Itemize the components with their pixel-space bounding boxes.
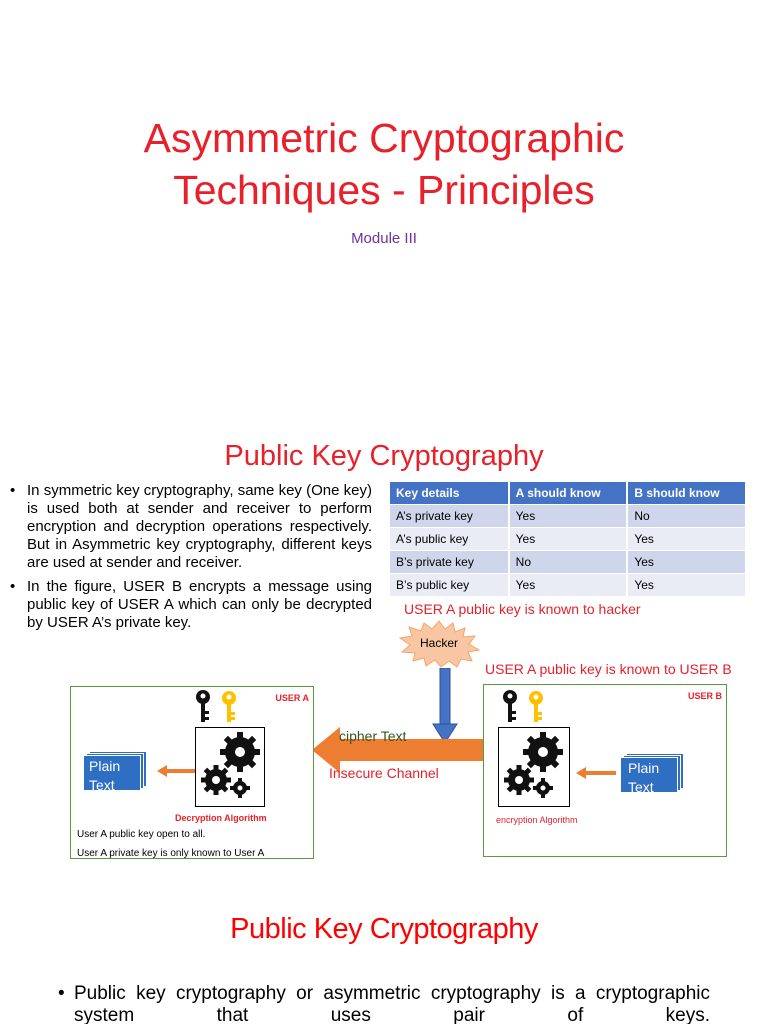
encryption-algorithm-label: encryption Algorithm xyxy=(496,815,578,825)
table-row xyxy=(390,550,746,573)
key-pair-icon xyxy=(191,689,243,725)
gears-icon xyxy=(499,728,569,806)
slide-title-line1: Asymmetric Cryptographic xyxy=(143,115,625,161)
plaintext-line1: Plain xyxy=(89,758,121,774)
plaintext-stack-a xyxy=(83,751,145,791)
slide-title xyxy=(0,112,768,216)
userb-note: USER A public key is known to USER B xyxy=(485,661,732,677)
bullet-text: In the figure, USER B encrypts a message using public key of USER A which can only be decrypted by USER A’s private key. xyxy=(27,578,372,631)
table-row xyxy=(390,573,746,596)
bullet-list xyxy=(58,983,710,1024)
plaintext-line2: Text xyxy=(628,779,654,795)
public-key-definition-slide xyxy=(0,875,768,1024)
table-header-cell: Key details xyxy=(390,482,509,504)
bullet-list xyxy=(10,482,372,638)
bullet-dot: • xyxy=(10,578,16,595)
public-key-icon xyxy=(529,691,543,722)
plaintext-line2: Text xyxy=(89,777,115,793)
public-key-slide xyxy=(0,420,768,875)
slide-subtitle: Module III xyxy=(351,230,417,247)
table-row xyxy=(390,527,746,550)
table-header-cell: B should know xyxy=(627,482,746,504)
insecure-channel-label: Insecure Channel xyxy=(329,765,439,781)
gears-icon xyxy=(196,728,264,806)
bullet-dot: • xyxy=(10,482,16,499)
table-row xyxy=(390,504,746,527)
hacker-label: Hacker xyxy=(419,636,459,650)
title-slide xyxy=(0,0,768,420)
gears-frame xyxy=(195,727,265,807)
bullet-item xyxy=(58,983,710,1024)
table-cell: Yes xyxy=(509,573,628,596)
cipher-text-label: cipher Text xyxy=(339,728,407,744)
table-cell: B’s public key xyxy=(390,573,509,596)
public-key-icon xyxy=(222,691,236,722)
table-header-cell: A should know xyxy=(509,482,628,504)
bullet-text: In symmetric key cryptography, same key (One key) is used both at sender and receiver to perform encryption and decryption operations respectively. But in Asymmetric key cryptography, different keys are used at sender and receiver. xyxy=(27,482,372,571)
plaintext-line1: Plain xyxy=(628,760,660,776)
hacker-burst-shape xyxy=(397,620,481,668)
table-cell: A’s private key xyxy=(390,504,509,527)
private-key-icon xyxy=(196,690,210,722)
slide-title: Public Key Cryptography xyxy=(224,440,544,472)
bullet-item xyxy=(10,482,372,572)
key-pair-icon xyxy=(498,689,550,725)
user-b-box xyxy=(483,684,727,857)
table-header-row xyxy=(390,482,746,504)
table-cell: A’s public key xyxy=(390,527,509,550)
table-cell: Yes xyxy=(627,573,746,596)
table-cell: No xyxy=(509,550,628,573)
table-cell: No xyxy=(627,504,746,527)
user-b-tag: USER B xyxy=(687,691,722,701)
arrow-from-plaintext-icon xyxy=(576,767,616,779)
hacker-note: USER A public key is known to hacker xyxy=(404,601,641,617)
gears-frame xyxy=(498,727,570,807)
table-cell: B’s private key xyxy=(390,550,509,573)
private-key-icon xyxy=(503,690,517,722)
user-a-tag: USER A xyxy=(275,693,309,703)
table-cell: Yes xyxy=(509,527,628,550)
slide-title: Public Key Cryptography xyxy=(230,913,538,945)
table-cell: Yes xyxy=(627,550,746,573)
arrow-to-plaintext-icon xyxy=(157,765,195,777)
bullet-dot: • xyxy=(58,983,65,1004)
bullet-item xyxy=(10,578,372,632)
key-knowledge-table xyxy=(390,482,747,596)
user-a-note-2: User A private key is only known to User A xyxy=(77,848,265,859)
decryption-algorithm-label: Decryption Algorithm xyxy=(175,813,267,823)
user-a-note-1: User A public key open to all. xyxy=(77,829,206,840)
table-cell: Yes xyxy=(509,504,628,527)
slide-title-line2: Techniques - Principles xyxy=(173,167,595,213)
table-cell: Yes xyxy=(627,527,746,550)
bullet-text: Public key cryptography or asymmetric cryptography is a cryptographic system that uses pair of keys. xyxy=(74,983,710,1024)
user-a-box xyxy=(70,686,314,859)
plaintext-stack-b xyxy=(620,753,682,793)
